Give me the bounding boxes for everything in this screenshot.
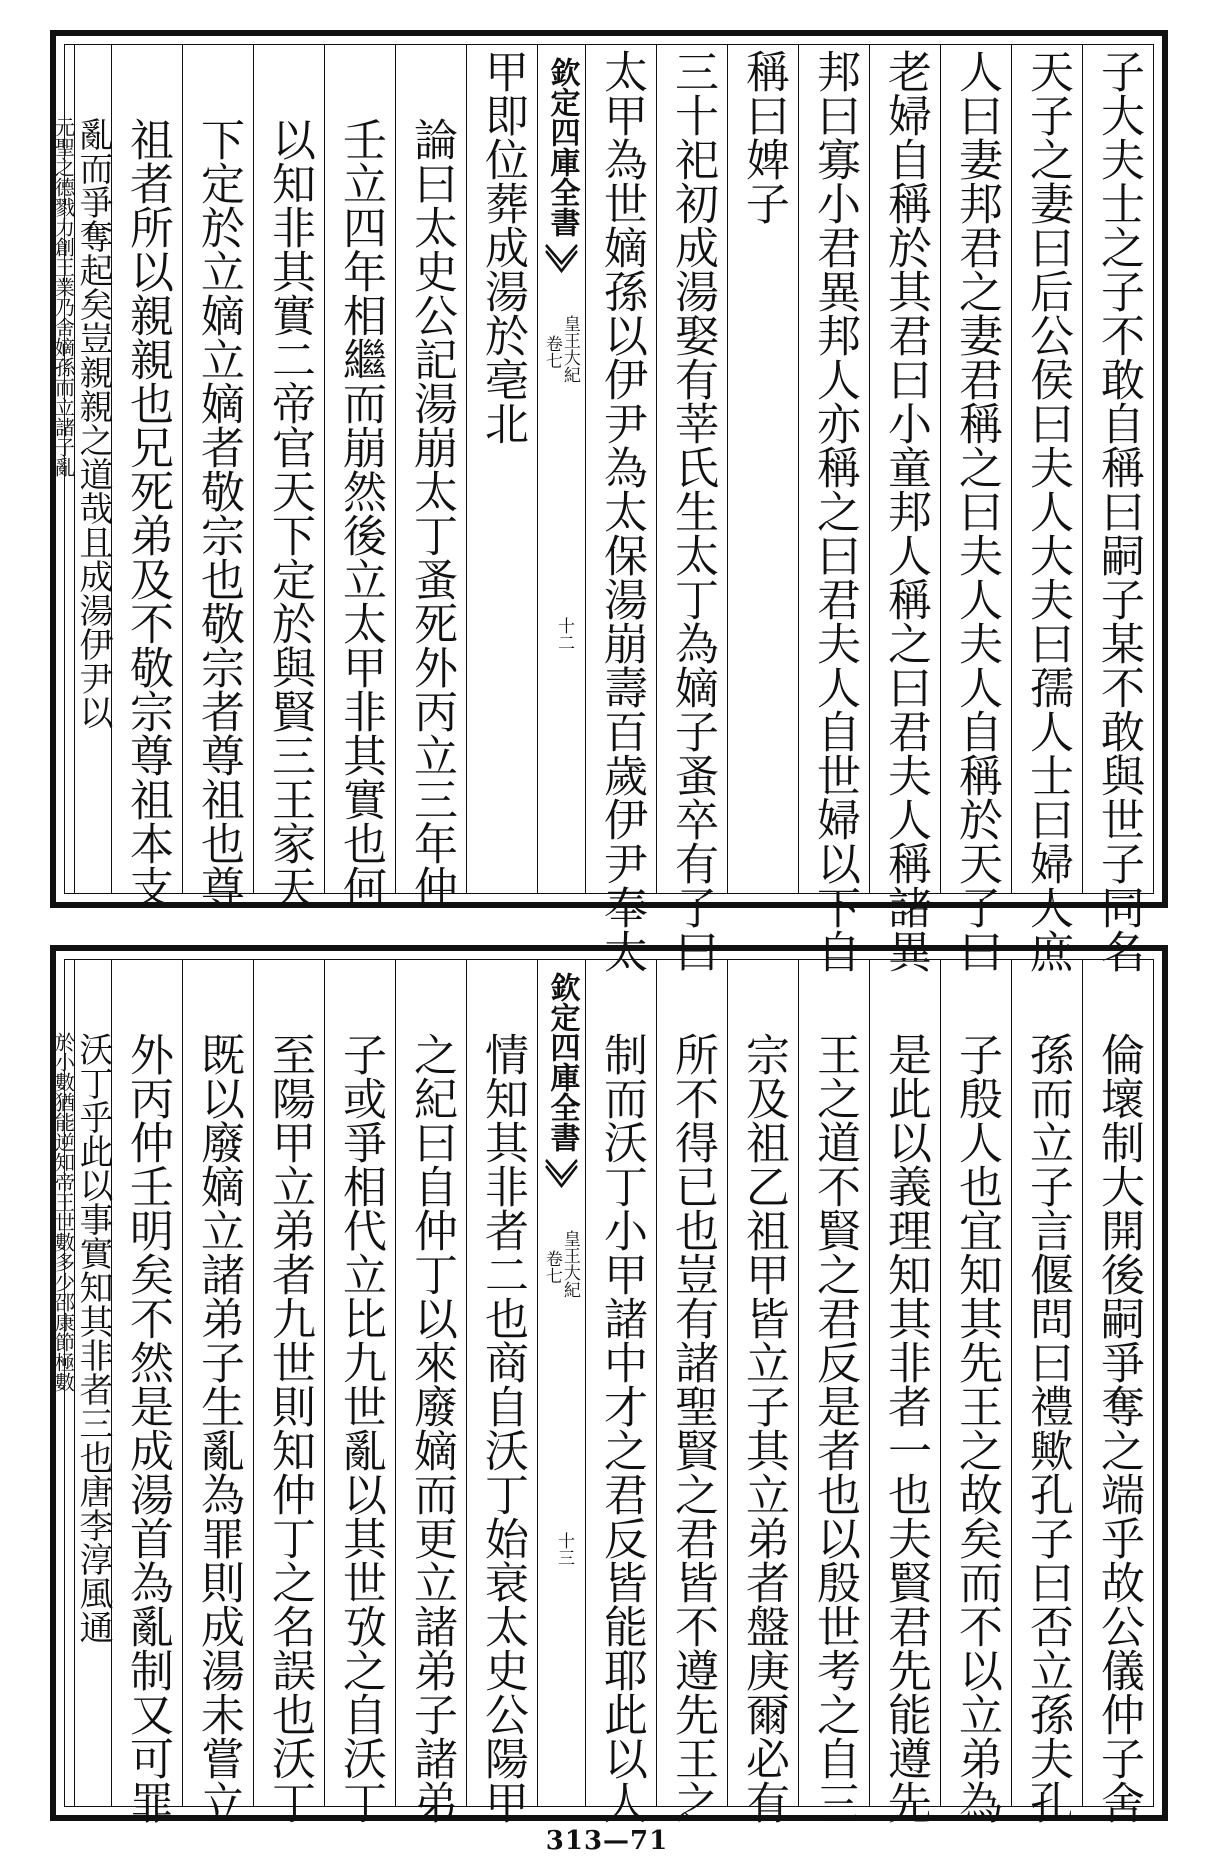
column-text: 天子之妻曰后公侯曰夫人大夫曰孺人士曰婦人庶 — [1022, 49, 1073, 973]
text-column — [182, 45, 253, 909]
column-text: 子或爭相代立比九世亂以其世攷之自沃丁 — [335, 1032, 386, 1824]
column-text: 既以廢嫡立諸弟子生亂為罪則成湯未嘗立 — [193, 1032, 244, 1824]
text-column — [798, 960, 869, 1824]
column-text: 太甲為世嫡孫以伊尹為太保湯崩壽百歲伊尹奉太 — [596, 49, 647, 973]
chapter-name: 皇王大紀 — [559, 315, 580, 383]
column-text: 子大夫士之子不敢自稱曰嗣子某不敢與世子同名 — [1093, 49, 1144, 973]
volume-number: 卷七 — [541, 1250, 562, 1284]
column-text: 外丙仲壬明矣不然是成湯首為亂制又可罪 — [122, 1032, 173, 1824]
text-column — [253, 960, 324, 1824]
book-title: 欽定四庫全書 — [544, 57, 580, 237]
lower-page-frame — [50, 945, 1168, 1824]
text-column — [798, 45, 869, 973]
center-fold-column — [537, 45, 585, 893]
text-column — [395, 45, 466, 909]
upper-page-frame — [50, 30, 1168, 973]
fishtail-mark-icon — [546, 1160, 577, 1200]
text-column — [182, 960, 253, 1824]
text-column — [940, 45, 1011, 973]
column-text: 下定於立嫡立嫡者敬宗也敬宗者尊祖也尊 — [193, 117, 244, 909]
column-text: 以知非其實二帝官天下定於與賢三王家天 — [264, 117, 315, 909]
text-column — [253, 45, 324, 909]
column-text: 亂而爭奪起矣豈親親之道哉且成湯伊尹以 — [73, 117, 113, 729]
text-column — [585, 45, 656, 973]
column-text: 情知其非者二也商自沃丁始衰太史公陽甲 — [477, 1032, 528, 1824]
text-column — [53, 45, 74, 893]
column-text: 王之道不賢之君反是者也以殷世考之自三 — [809, 1032, 860, 1824]
column-text: 元聖之德戮力創王業乃舍嫡孫而立諸子亂 — [51, 117, 76, 477]
text-column — [324, 960, 395, 1824]
volume-number: 卷七 — [541, 335, 562, 369]
text-column — [656, 960, 727, 1824]
column-text: 之紀曰自仲丁以來廢嫡而更立諸弟子諸弟 — [406, 1032, 457, 1824]
center-fold-column — [537, 960, 585, 1806]
upper-page-inner-border — [51, 44, 1154, 973]
column-text: 邦曰寡小君異邦人亦稱之曰君夫人自世婦以下自 — [809, 49, 860, 973]
text-column — [111, 45, 182, 909]
column-text: 沃丁乎此以事實知其非者三也唐李淳風通 — [73, 1032, 113, 1644]
folio-number: 十二 — [554, 617, 574, 651]
text-column — [940, 960, 1011, 1824]
fishtail-mark-icon — [546, 245, 577, 285]
text-column — [869, 960, 940, 1824]
column-text: 壬立四年相繼而崩然後立太甲非其實也何 — [335, 117, 386, 909]
column-text: 祖者所以親親也兄死弟及不敬宗尊祖本支 — [122, 117, 173, 909]
text-column — [585, 960, 656, 1824]
text-column — [1011, 960, 1082, 1824]
column-text: 所不得已也豈有諸聖賢之君皆不遵先王之 — [667, 1032, 718, 1824]
text-column — [395, 960, 466, 1824]
text-column — [74, 960, 111, 1806]
column-text: 孫而立子言偃問曰禮歟孔子曰否立孫夫孔 — [1022, 1032, 1073, 1824]
text-column — [111, 960, 182, 1824]
page-number: 313—71 — [545, 1826, 669, 1856]
column-text: 子殷人也宜知其先王之故矣而不以立弟為 — [951, 1032, 1002, 1824]
column-text: 三十祀初成湯娶有莘氏生太丁為嫡子蚤卒有子曰 — [667, 49, 718, 973]
text-column — [1082, 45, 1153, 973]
book-title: 欽定四庫全書 — [544, 972, 580, 1152]
column-text: 至陽甲立弟者九世則知仲丁之名誤也沃丁 — [264, 1032, 315, 1824]
column-text: 宗及祖乙祖甲皆立子其立弟者盤庚爾必有 — [738, 1032, 789, 1824]
column-text: 稱曰婢子 — [738, 49, 789, 225]
column-text: 論曰太史公記湯崩太丁蚤死外丙立三年仲 — [406, 117, 457, 909]
lower-page-inner-border — [51, 959, 1154, 1824]
text-column — [727, 45, 798, 893]
text-column — [324, 45, 395, 909]
column-text: 制而沃丁小甲諸中才之君反皆能耶此以人 — [596, 1032, 647, 1824]
text-column — [727, 960, 798, 1824]
column-text: 老婦自稱於其君曰小童邦人稱之曰君夫人稱諸異 — [880, 49, 931, 973]
text-column — [466, 960, 537, 1824]
column-text: 甲即位葬成湯於亳北 — [477, 49, 528, 445]
column-text: 倫壞制大開後嗣爭奪之端乎故公儀仲子舍 — [1093, 1032, 1144, 1824]
column-text: 是此以義理知其非者一也夫賢君先能遵先 — [880, 1032, 931, 1824]
chapter-name: 皇王大紀 — [559, 1230, 580, 1298]
text-column — [869, 45, 940, 973]
column-text: 人曰妻邦君之妻君稱之曰夫人夫人自稱於天子曰 — [951, 49, 1002, 973]
text-column — [656, 45, 727, 973]
text-column — [1011, 45, 1082, 973]
folio-number: 十三 — [554, 1532, 574, 1566]
text-column — [1082, 960, 1153, 1824]
text-column — [466, 45, 537, 893]
column-text: 於小數猶能逆知帝王世數多少邵康節極數 — [51, 1032, 76, 1392]
text-column — [53, 960, 74, 1806]
text-column — [74, 45, 111, 893]
